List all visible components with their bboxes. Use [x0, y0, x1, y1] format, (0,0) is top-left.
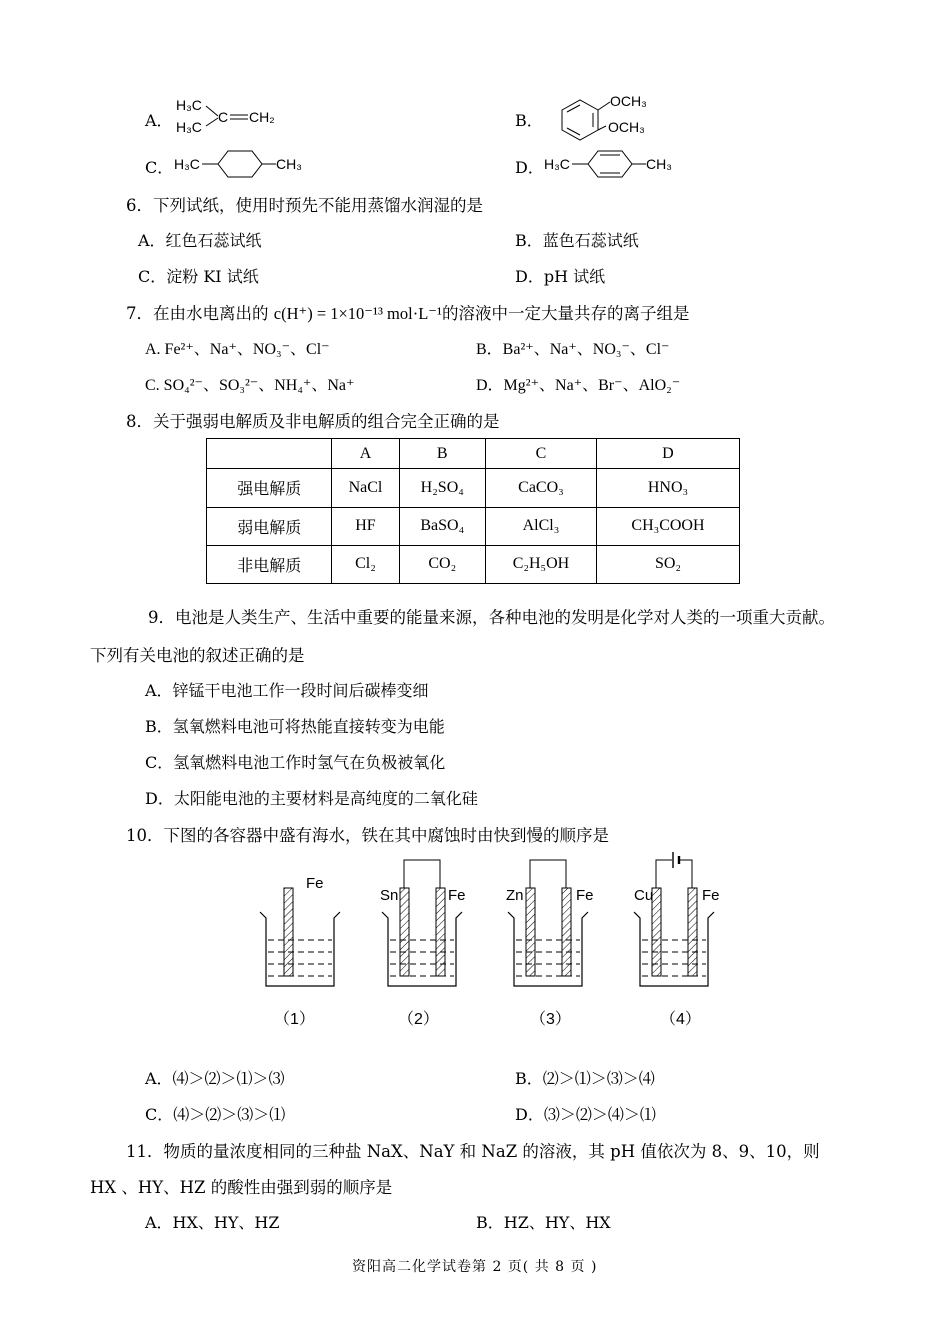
q10-option-a: A．⑷＞⑵＞⑴＞⑶: [145, 1069, 285, 1088]
beaker-3-right-label: Fe: [576, 887, 594, 904]
q7-option-d: D．Mg²⁺、Na⁺、Br⁻、AlO₂⁻: [476, 377, 681, 394]
q5-option-a-structure: [172, 92, 292, 140]
q5-a-top-group: H₃C: [176, 97, 202, 113]
beaker-4-caption: （4）: [660, 1011, 701, 1028]
q7-option-b: B．Ba²⁺、Na⁺、NO₃⁻、Cl⁻: [476, 341, 670, 358]
table-row: [207, 507, 740, 545]
q5-b-substituent-2: OCH₃: [608, 119, 645, 135]
q8-stem: 8．关于强弱电解质及非电解质的组合完全正确的是: [126, 412, 500, 431]
q5-option-b-label: B．: [515, 111, 543, 130]
beaker-4: [634, 852, 720, 1028]
q11-option-b: B．HZ、HY、HX: [476, 1213, 611, 1232]
table-cell: NaCl: [332, 469, 399, 507]
q10-stem: 10．下图的各容器中盛有海水，铁在其中腐蚀时由快到慢的顺序是: [126, 826, 609, 845]
table-cell: H₂SO₄: [399, 469, 485, 507]
q7-stem: [126, 300, 689, 324]
beaker-3-caption: （3）: [530, 1011, 571, 1028]
table-cell: Cl₂: [332, 545, 399, 583]
q9-option-d: D．太阳能电池的主要材料是高纯度的二氧化硅: [145, 789, 478, 808]
table-row: [207, 469, 740, 507]
table-row-header: 非电解质: [207, 545, 332, 583]
q5-option-d-label: D．: [515, 158, 544, 177]
q11-stem-line1: 11．物质的量浓度相同的三种盐 NaX、NaY 和 NaZ 的溶液，其 pH 值依次为 8、9、10，则: [126, 1142, 820, 1161]
beaker-1: [260, 875, 340, 1028]
q5-d-left-group: H₃C: [544, 156, 570, 172]
q7-option-c: C. SO₄²⁻、SO₃²⁻、NH₄⁺、Na⁺: [145, 377, 355, 394]
q5-a-center-atom: C: [218, 109, 229, 125]
q5-c-right-group: CH₃: [276, 156, 302, 172]
q9-stem-line2: 下列有关电池的叙述正确的是: [90, 646, 305, 665]
table-row-header: 弱电解质: [207, 507, 332, 545]
table-cell: BaSO₄: [399, 507, 485, 545]
table-header-cell: C: [485, 439, 596, 469]
q7-stem-suffix: 的溶液中一定大量共存的离子组是: [441, 304, 690, 323]
q5-option-a-label: A．: [145, 111, 173, 130]
table-cell: HF: [332, 507, 399, 545]
beaker-4-right-label: Fe: [702, 887, 720, 904]
page-footer: 资阳高二化学试卷第 2 页( 共 8 页 ): [352, 1259, 598, 1275]
q7-stem-prefix: 7．在由水电离出的: [126, 304, 274, 323]
q11-stem-line2: HX 、HY、HZ 的酸性由强到弱的顺序是: [90, 1178, 393, 1197]
q10-option-c: C．⑷＞⑵＞⑶＞⑴: [145, 1105, 286, 1124]
q7-stem-expression: c(H⁺) = 1×10⁻¹³ mol·L⁻¹: [273, 304, 442, 323]
q10-beaker-figure: [240, 848, 740, 1038]
q6-stem: 6．下列试纸，使用时预先不能用蒸馏水润湿的是: [126, 196, 483, 215]
table-header-cell: A: [332, 439, 399, 469]
table-cell: HNO₃: [596, 469, 739, 507]
q9-option-a: A．锌锰干电池工作一段时间后碳棒变细: [145, 681, 429, 700]
q9-option-b: B．氢氧燃料电池可将热能直接转变为电能: [145, 717, 445, 736]
beaker-2-caption: （2）: [398, 1011, 439, 1028]
q6-option-a: A．红色石蕊试纸: [138, 231, 262, 250]
q6-option-b: B．蓝色石蕊试纸: [515, 231, 639, 250]
q5-c-left-group: H₃C: [174, 156, 200, 172]
beaker-4-left-label: Cu: [634, 887, 654, 904]
q11-option-a: A．HX、HY、HZ: [145, 1213, 280, 1232]
table-cell: CaCO₃: [485, 469, 596, 507]
table-header-cell: D: [596, 439, 739, 469]
table-cell: CO₂: [399, 545, 485, 583]
table-cell: CH₃COOH: [596, 507, 739, 545]
q5-a-right-group: CH₂: [249, 109, 275, 125]
q8-electrolyte-table: [206, 438, 740, 584]
table-cell: SO₂: [596, 545, 739, 583]
table-header-cell: [207, 439, 332, 469]
beaker-3: [506, 860, 594, 1028]
q6-option-c: C．淀粉 KI 试纸: [138, 267, 259, 286]
beaker-2-right-label: Fe: [448, 887, 466, 904]
table-row-header: 强电解质: [207, 469, 332, 507]
table-row: [207, 545, 740, 583]
q6-option-d: D．pH 试纸: [515, 267, 606, 286]
q5-d-right-group: CH₃: [646, 156, 672, 172]
beaker-1-caption: （1）: [274, 1011, 315, 1028]
table-cell: AlCl₃: [485, 507, 596, 545]
q5-a-bottom-group: H₃C: [176, 119, 202, 135]
beaker-1-right-label: Fe: [306, 875, 324, 892]
q7-option-a: A. Fe²⁺、Na⁺、NO₃⁻、Cl⁻: [145, 341, 330, 358]
q9-stem-line1: 9．电池是人类生产、生活中重要的能量来源，各种电池的发明是化学对人类的一项重大贡献。: [148, 608, 835, 627]
q5-option-c-structure: [172, 146, 312, 182]
q5-option-b-structure: [540, 88, 670, 144]
q10-option-d: D．⑶＞⑵＞⑷＞⑴: [515, 1105, 656, 1124]
table-cell: C₂H₅OH: [485, 545, 596, 583]
beaker-2-left-label: Sn: [380, 887, 399, 904]
beaker-3-left-label: Zn: [506, 887, 524, 904]
q9-option-c: C．氢氧燃料电池工作时氢气在负极被氧化: [145, 753, 446, 772]
beaker-2: [380, 860, 466, 1028]
q5-b-substituent-1: OCH₃: [610, 93, 647, 109]
q5-option-d-structure: [542, 146, 682, 182]
table-header-row: [207, 439, 740, 469]
table-header-cell: B: [399, 439, 485, 469]
q5-option-c-label: C．: [145, 158, 174, 177]
q10-option-b: B．⑵＞⑴＞⑶＞⑷: [515, 1069, 655, 1088]
